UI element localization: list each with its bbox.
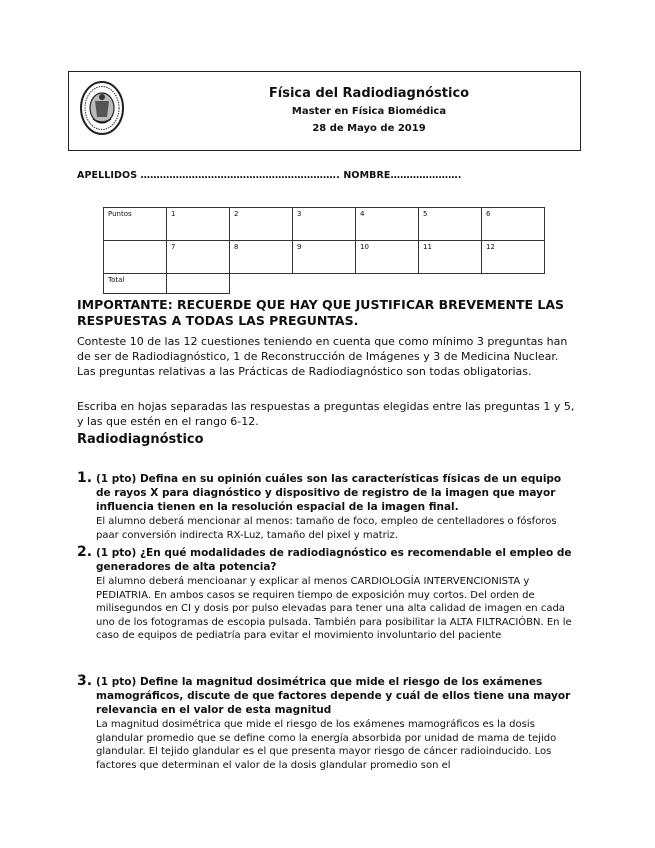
exam-subtitle: Master en Física Biomédica [291, 106, 447, 117]
question-number: 2. [77, 544, 93, 560]
names-line: APELLIDOS …………………………………………………….. NOMBRE…………………. [77, 170, 462, 181]
score-cell: 8 [230, 241, 293, 274]
question-text: (1 pto) Define la magnitud dosimétrica que mide el riesgo de los exámenes mamográficos, discute de que factores depende y cuál de ellos tiene una mayor relevancia en el valor de esta magnitud [96, 676, 571, 716]
score-cell: 9 [293, 241, 356, 274]
university-seal-icon [79, 79, 125, 137]
instructions-paragraph: Escriba en hojas separadas las respuestas a preguntas elegidas entre las preguntas 1 y 5, y las que estén en el rango 6-12. [77, 400, 575, 428]
question-text: (1 pto) ¿En qué modalidades de radiodiagnóstico es recomendable el empleo de generadores de alta potencia? [96, 547, 572, 573]
score-cell: 11 [419, 241, 482, 274]
score-table [103, 207, 545, 294]
question-text: (1 pto) Defina en su opinión cuáles son las características físicas de un equipo de rayos X para diagnóstico y dispositivo de registro de la imagen que mayor influencia tienen en la resolución espacial de la imagen final. [96, 473, 562, 513]
header-box [68, 71, 581, 151]
score-cell: 1 [167, 208, 230, 241]
score-cell: 12 [482, 241, 545, 274]
exam-date: 28 de Mayo de 2019 [312, 123, 426, 134]
instructions-paragraph: Conteste 10 de las 12 cuestiones teniendo en cuenta que como mínimo 3 preguntas han de ser de Radiodiagnóstico, 1 de Reconstrucción de Imágenes y 3 de Medicina Nuclear. Las preguntas relativas a las Prácticas de Radiodiagnóstico son todas obligatorias. [77, 335, 568, 378]
question-number: 1. [77, 470, 93, 486]
exam-title: Física del Radiodiagnóstico [268, 86, 470, 101]
score-row-total [104, 274, 545, 294]
total-value-cell [167, 274, 230, 294]
score-row-2 [104, 241, 545, 274]
section-title: Radiodiagnóstico [77, 432, 204, 447]
question-answer: El alumno deberá mencionar al menos: tamaño de foco, empleo de centelladores o fósforos paar conversión indirecta RX-Luz, tamaño del pixel y matriz. [96, 516, 557, 541]
score-cell: 3 [293, 208, 356, 241]
total-label: Total [104, 274, 167, 294]
score-row-1 [104, 208, 545, 241]
score-cell: 4 [356, 208, 419, 241]
score-cell: Puntos [104, 208, 167, 241]
important-notice: IMPORTANTE: RECUERDE QUE HAY QUE JUSTIFICAR BREVEMENTE LAS RESPUESTAS A TODAS LAS PREGUNTAS. [77, 297, 565, 328]
score-cell: 5 [419, 208, 482, 241]
score-cell: 10 [356, 241, 419, 274]
score-cell: 2 [230, 208, 293, 241]
question-answer: La magnitud dosimétrica que mide el riesgo de los exámenes mamográficos es la dosis glandular promedio que se define como la energía absorbida por unidad de mama de tejido glandular. El tejido glandular es el que presenta mayor riesgo de cáncer radioinducido. Los factores que determinan el valor de la dosis glandular promedio son el [96, 719, 557, 771]
question-number: 3. [77, 673, 93, 689]
score-cell: 6 [482, 208, 545, 241]
question-answer: El alumno deberá mencioanar y explicar al menos CARDIOLOGÍA INTERVENCIONISTA y PEDIATRIA. En ambos casos se requiren tiempo de exposición muy cortos. Del orden de milisegundos en CI y dosis por pulso elevadas para tener una alta calidad de imagen en cada uno de los fotogramas de escopia pulsada. También para posibilitar la ALTA FILTRACIÓBN. En le caso de equipos de pediatría para evitar el movimiento involuntario del paciente [96, 576, 572, 641]
score-cell [104, 241, 167, 274]
score-cell: 7 [167, 241, 230, 274]
